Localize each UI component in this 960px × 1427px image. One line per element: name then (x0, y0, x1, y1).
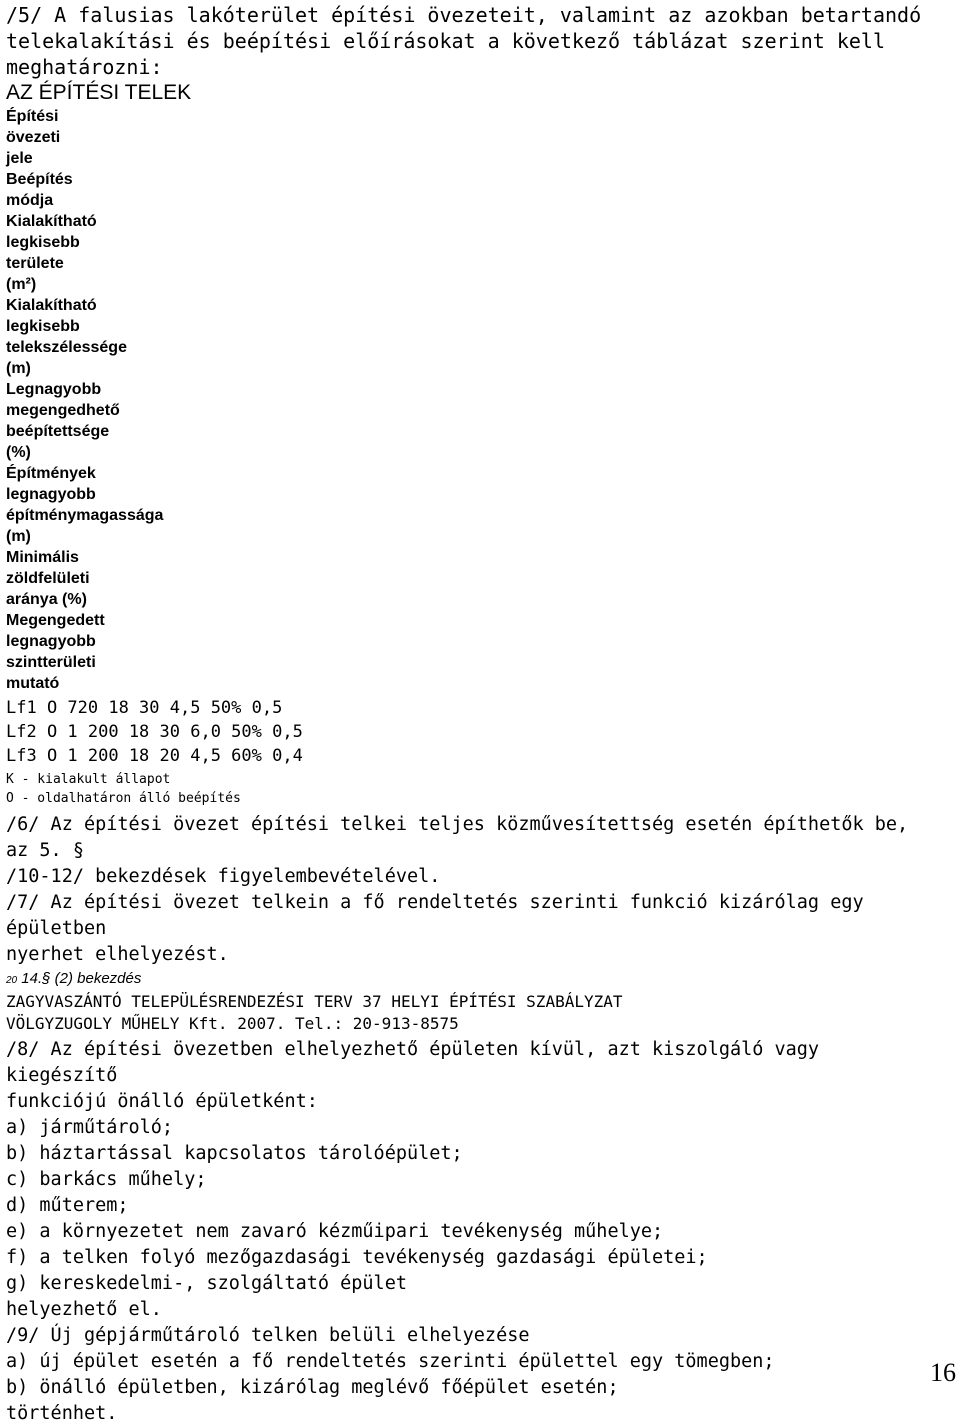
text-line: e) a környezetet nem zavaró kézműipari tevékenység műhelye; (6, 1221, 664, 1242)
text-line: /5/ A falusias lakóterület építési övezeteit, valamint az azokban betartandó (6, 3, 922, 27)
paragraph-5 (6, 0, 936, 80)
header-line: Kialakítható (6, 213, 97, 230)
text-line: /7/ Az építési övezet telkein a fő rendeltetés szerinti funkció kizárólag egy épületben (6, 892, 864, 939)
footnote-reference (6, 968, 936, 991)
header-line: aránya (%) (6, 591, 87, 608)
text-line: g) kereskedelmi-, szolgáltató épület (6, 1273, 407, 1294)
table-header (6, 106, 936, 694)
header-line: zöldfelületi (6, 570, 90, 587)
text-line: b) önálló épületben, kizárólag meglévő főépület esetén; (6, 1377, 619, 1398)
text-line: történhet. (6, 1403, 118, 1424)
table-row: Lf2 O 1 200 18 30 6,0 50% 0,5 (6, 722, 303, 742)
text-line: helyezhető el. (6, 1299, 162, 1320)
header-line: Kialakítható (6, 297, 97, 314)
text-line: a) járműtároló; (6, 1117, 174, 1138)
header-line: (m²) (6, 276, 37, 293)
header-line: beépítettsége (6, 423, 110, 440)
header-line: (m) (6, 528, 31, 545)
text-line: /8/ Az építési övezetben elhelyezhető épületen kívül, azt kiszolgáló vagy kiegészítő (6, 1039, 820, 1086)
paragraph-6 (6, 812, 936, 890)
text-line: b) háztartással kapcsolatos tárolóépület; (6, 1143, 463, 1164)
header-line: Építmények (6, 465, 96, 482)
header-line: Legnagyobb (6, 381, 102, 398)
text-line: /9/ Új gépjárműtároló telken belüli elhelyezése (6, 1325, 530, 1346)
text-line: d) műterem; (6, 1195, 129, 1216)
header-line: Építési (6, 108, 59, 125)
header-line: legnagyobb (6, 633, 96, 650)
header-line: legkisebb (6, 318, 80, 335)
header-line: Beépítés (6, 171, 73, 188)
table-title: AZ ÉPÍTÉSI TELEK (6, 81, 192, 104)
header-line: építménymagassága (6, 507, 164, 524)
header-line: szintterületi (6, 654, 96, 671)
header-line: megengedhető (6, 402, 120, 419)
legend-item: O - oldalhatáron álló beépítés (6, 791, 241, 806)
text-line: meghatározni: (6, 55, 163, 79)
text-line: f) a telken folyó mezőgazdasági tevékenység gazdasági épületei; (6, 1247, 708, 1268)
header-line: övezeti (6, 129, 61, 146)
text-line: telekalakítási és beépítési előírásokat a következő táblázat szerint kell (6, 29, 885, 53)
footnote-number: 20 (6, 975, 18, 986)
header-line: telekszélessége (6, 339, 127, 356)
footnote-text: 14.§ (2) bekezdés (21, 970, 142, 987)
page-number: 16 (930, 1358, 956, 1387)
footer-line: VÖLGYZUGOLY MŰHELY Kft. 2007. Tel.: 20-913-8575 (6, 1014, 459, 1033)
paragraph-7 (6, 890, 936, 968)
header-line: legkisebb (6, 234, 80, 251)
footer-line: ZAGYVASZÁNTÓ TELEPÜLÉSRENDEZÉSI TERV 37 HELYI ÉPÍTÉSI SZABÁLYZAT (6, 992, 623, 1011)
header-line: mutató (6, 675, 60, 692)
header-line: Megengedett (6, 612, 105, 629)
table-row: Lf3 O 1 200 18 20 4,5 60% 0,4 (6, 746, 303, 766)
text-line: nyerhet elhelyezést. (6, 944, 229, 965)
header-line: (%) (6, 444, 31, 461)
text-line: a) új épület esetén a fő rendeltetés szerinti épülettel egy tömegben; (6, 1351, 775, 1372)
header-line: jele (6, 150, 33, 167)
paragraph-8 (6, 1037, 936, 1323)
text-line: /6/ Az építési övezet építési telkei teljes közművesítettség esetén építhetők be, az 5. § (6, 814, 909, 861)
document-page (6, 0, 936, 1427)
text-line: /10-12/ bekezdések figyelembevételével. (6, 866, 441, 887)
header-line: legnagyobb (6, 486, 96, 503)
legend-item: K - kialakult állapot (6, 772, 171, 787)
text-line: funkciójú önálló épületként: (6, 1091, 318, 1112)
table-legend (6, 770, 936, 808)
header-line: Minimális (6, 549, 79, 566)
header-line: (m) (6, 360, 31, 377)
text-line: c) barkács műhely; (6, 1169, 207, 1190)
header-line: területe (6, 255, 64, 272)
paragraph-9 (6, 1323, 936, 1427)
header-line: módja (6, 192, 54, 209)
table-rows (6, 696, 936, 768)
page-footer (6, 991, 936, 1035)
table-row: Lf1 O 720 18 30 4,5 50% 0,5 (6, 698, 283, 718)
